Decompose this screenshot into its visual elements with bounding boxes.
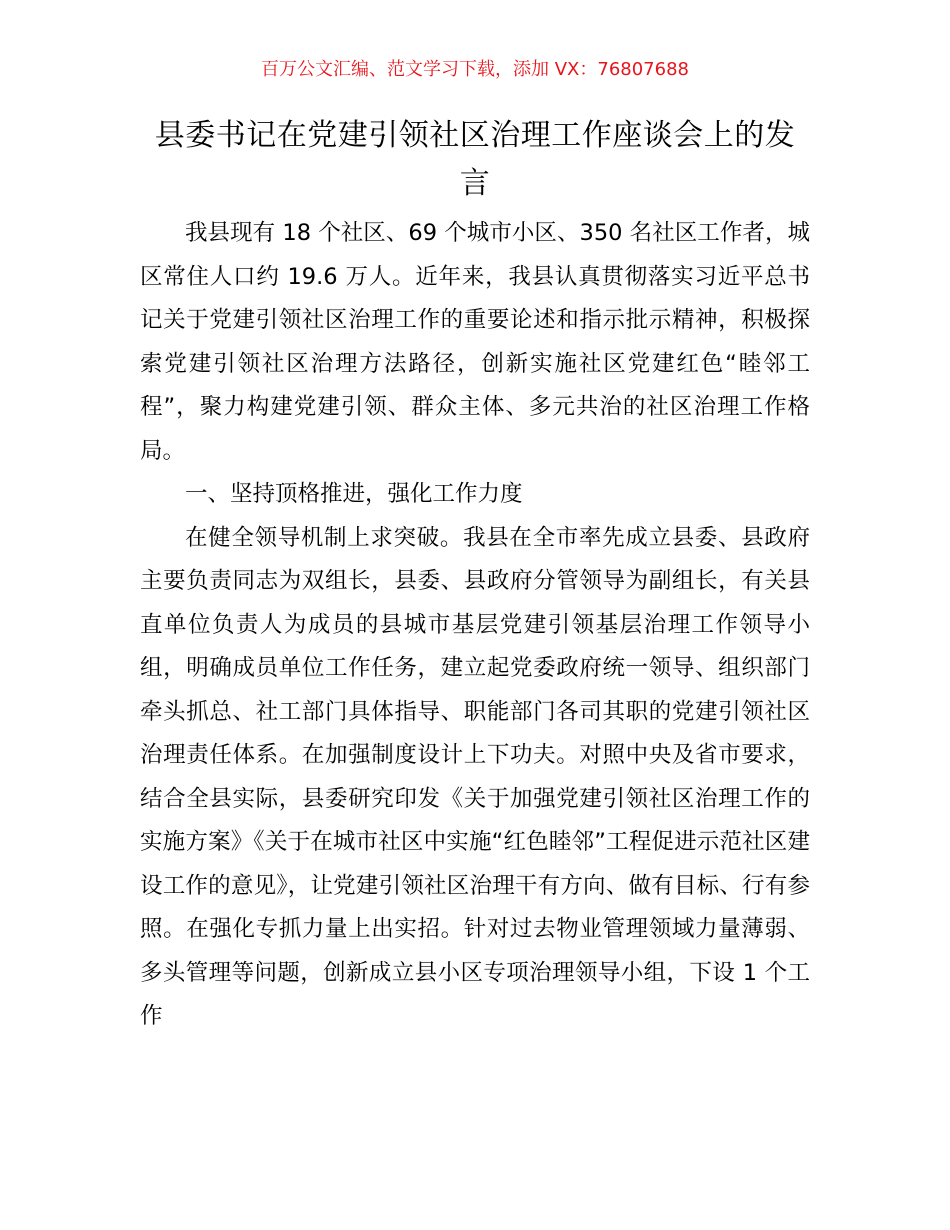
document-body [140,212,810,1039]
watermark-banner: 百万公文汇编、范文学习下载，添加 VX：76807688 [261,59,689,80]
section-1-paragraph: 在健全领导机制上求突破。我县在全市率先成立县委、县政府主要负责同志为双组长，县委、县政府分管领导为副组长，有关县直单位负责人为成员的县城市基层党建引领基层治理工作领导小组，明确成员单位工作任务，建立起党委政府统一领导、组织部门牵头抓总、社工部门具体指导、职能部门各司其职的党建引领社区治理责任体系。在加强制度设计上下功夫。对照中央及省市要求，结合全县实际，县委研究印发《关于加强党建引领社区治理工作的实施方案》《关于在城市社区中实施“红色睦邻”工程促进示范社区建设工作的意见》，让党建引领社区治理干有方向、做有目标、行有参照。在强化专抓力量上出实招。针对过去物业管理领域力量薄弱、多头管理等问题，创新成立县小区专项治理领导小组，下设 1 个工作 [140,524,810,1029]
document-title: 县委书记在党建引领社区治理工作座谈会上的发言 [154,118,796,201]
section-1-heading: 一、坚持顶格推进，强化工作力度 [185,481,523,507]
intro-paragraph: 我县现有 18 个社区、69 个城市小区、350 名社区工作者，城区常住人口约 19.6 万人。近年来，我县认真贯彻落实习近平总书记关于党建引领社区治理工作的重要论述和指示批示精神，积极探索党建引领社区治理方法路径，创新实施社区党建红色“睦邻工程”，聚力构建党建引领、群众主体、多元共治的社区治理工作格局。 [140,220,810,464]
